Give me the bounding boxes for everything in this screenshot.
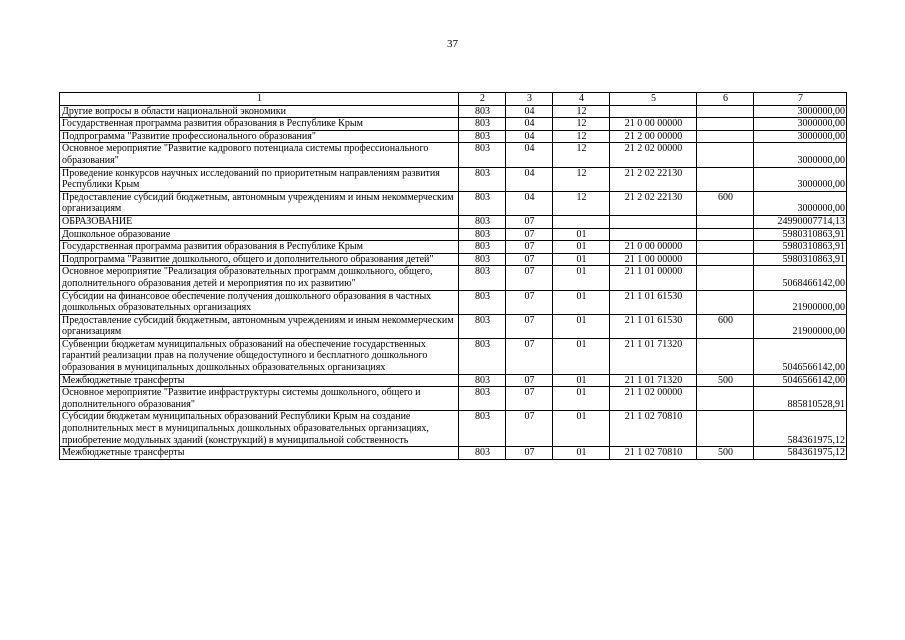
row-code-2: 803 — [459, 290, 506, 314]
table-row — [60, 338, 847, 374]
row-name: Основное мероприятие "Реализация образовательных программ дошкольного, общего, дополнительного образования детей и мероприятия по их развитию" — [60, 266, 459, 290]
row-code-5: 21 0 00 00000 — [610, 118, 697, 131]
row-name: Другие вопросы в области национальной экономики — [60, 105, 459, 118]
table-header-row — [60, 93, 847, 106]
row-code-5: 21 2 00 00000 — [610, 130, 697, 143]
row-code-6 — [697, 290, 754, 314]
row-code-4: 01 — [553, 411, 610, 447]
table-row — [60, 167, 847, 191]
row-code-6 — [697, 228, 754, 241]
table-row — [60, 191, 847, 215]
row-amount: 24990007714,13 — [754, 215, 847, 228]
row-name: Проведение конкурсов научных исследований по приоритетным направлениям развития Республики Крым — [60, 167, 459, 191]
row-code-2: 803 — [459, 143, 506, 167]
row-code-3: 07 — [506, 253, 553, 266]
row-code-6: 500 — [697, 447, 754, 460]
row-code-5: 21 2 02 22130 — [610, 191, 697, 215]
row-code-2: 803 — [459, 253, 506, 266]
row-code-2: 803 — [459, 241, 506, 254]
row-code-6 — [697, 266, 754, 290]
row-code-6 — [697, 338, 754, 374]
row-code-2: 803 — [459, 118, 506, 131]
table-row — [60, 387, 847, 411]
table-row — [60, 215, 847, 228]
row-code-5: 21 1 01 00000 — [610, 266, 697, 290]
row-code-5: 21 0 00 00000 — [610, 241, 697, 254]
row-code-3: 07 — [506, 266, 553, 290]
row-code-4: 01 — [553, 338, 610, 374]
row-code-2: 803 — [459, 191, 506, 215]
row-amount: 3000000,00 — [754, 167, 847, 191]
row-code-5: 21 1 02 70810 — [610, 411, 697, 447]
row-name: Субвенции бюджетам муниципальных образований на обеспечение государственных гарантий реализации прав на получение общедоступного и бесплатного дошкольного образования в муниципальных дошкольных образовательных организациях — [60, 338, 459, 374]
row-code-2: 803 — [459, 228, 506, 241]
row-amount: 3000000,00 — [754, 105, 847, 118]
row-code-6 — [697, 167, 754, 191]
row-amount: 3000000,00 — [754, 130, 847, 143]
row-code-4: 01 — [553, 387, 610, 411]
row-amount: 5046566142,00 — [754, 338, 847, 374]
row-code-3: 07 — [506, 447, 553, 460]
row-code-3: 04 — [506, 105, 553, 118]
row-code-2: 803 — [459, 167, 506, 191]
table-row — [60, 241, 847, 254]
table-row — [60, 105, 847, 118]
row-code-4: 12 — [553, 143, 610, 167]
column-header: 4 — [553, 93, 610, 106]
row-amount: 3000000,00 — [754, 143, 847, 167]
row-code-5: 21 1 00 00000 — [610, 253, 697, 266]
row-code-2: 803 — [459, 105, 506, 118]
row-code-5 — [610, 105, 697, 118]
row-code-4: 12 — [553, 130, 610, 143]
page-number: 37 — [447, 38, 458, 50]
row-code-4: 01 — [553, 314, 610, 338]
table-body — [60, 93, 847, 460]
row-amount: 21900000,00 — [754, 290, 847, 314]
row-name: Подпрограмма "Развитие дошкольного, общего и дополнительного образования детей" — [60, 253, 459, 266]
row-code-6 — [697, 130, 754, 143]
row-code-6: 500 — [697, 374, 754, 387]
row-code-5: 21 2 02 00000 — [610, 143, 697, 167]
row-name: Межбюджетные трансферты — [60, 447, 459, 460]
row-code-2: 803 — [459, 266, 506, 290]
row-name: ОБРАЗОВАНИЕ — [60, 215, 459, 228]
budget-table — [59, 92, 847, 460]
row-code-6 — [697, 118, 754, 131]
row-code-3: 07 — [506, 290, 553, 314]
row-amount: 5980310863,91 — [754, 241, 847, 254]
column-header: 3 — [506, 93, 553, 106]
row-code-5 — [610, 228, 697, 241]
column-header: 5 — [610, 93, 697, 106]
row-code-5: 21 1 01 71320 — [610, 338, 697, 374]
row-code-4: 01 — [553, 374, 610, 387]
row-code-6: 600 — [697, 314, 754, 338]
row-amount: 5046566142,00 — [754, 374, 847, 387]
row-amount: 5980310863,91 — [754, 228, 847, 241]
row-code-3: 04 — [506, 167, 553, 191]
row-code-2: 803 — [459, 374, 506, 387]
table-row — [60, 411, 847, 447]
row-name: Субсидии на финансовое обеспечение получения дошкольного образования в частных дошкольных образовательных организациях — [60, 290, 459, 314]
row-code-5 — [610, 215, 697, 228]
row-name: Субсидии бюджетам муниципальных образований Республики Крым на создание дополнительных мест в муниципальных дошкольных образовательных организациях, приобретение модульных зданий (конструкций) в муниципальной собственность — [60, 411, 459, 447]
table-row — [60, 290, 847, 314]
row-code-2: 803 — [459, 215, 506, 228]
row-name: Государственная программа развития образования в Республике Крым — [60, 118, 459, 131]
row-code-6 — [697, 253, 754, 266]
row-code-3: 04 — [506, 191, 553, 215]
row-code-2: 803 — [459, 387, 506, 411]
row-code-3: 04 — [506, 143, 553, 167]
row-code-4: 12 — [553, 118, 610, 131]
row-code-3: 07 — [506, 314, 553, 338]
row-code-5: 21 2 02 22130 — [610, 167, 697, 191]
row-code-3: 04 — [506, 130, 553, 143]
row-name: Дошкольное образование — [60, 228, 459, 241]
table-row — [60, 253, 847, 266]
row-code-4: 12 — [553, 167, 610, 191]
row-name: Основное мероприятие "Развитие инфраструктуры системы дошкольного, общего и дополнительного образования" — [60, 387, 459, 411]
column-header: 2 — [459, 93, 506, 106]
row-name: Предоставление субсидий бюджетным, автономным учреждениям и иным некоммерческим организациям — [60, 314, 459, 338]
row-code-6 — [697, 105, 754, 118]
row-code-3: 07 — [506, 241, 553, 254]
row-code-4: 12 — [553, 191, 610, 215]
row-amount: 3000000,00 — [754, 191, 847, 215]
row-code-3: 07 — [506, 215, 553, 228]
table-row — [60, 266, 847, 290]
row-code-3: 07 — [506, 411, 553, 447]
row-code-5: 21 1 01 71320 — [610, 374, 697, 387]
row-code-6 — [697, 387, 754, 411]
row-amount: 3000000,00 — [754, 118, 847, 131]
table-row — [60, 314, 847, 338]
row-amount: 5980310863,91 — [754, 253, 847, 266]
table-row — [60, 130, 847, 143]
row-name: Межбюджетные трансферты — [60, 374, 459, 387]
row-code-5: 21 1 01 61530 — [610, 314, 697, 338]
row-name: Государственная программа развития образования в Республике Крым — [60, 241, 459, 254]
row-code-3: 07 — [506, 228, 553, 241]
row-code-2: 803 — [459, 447, 506, 460]
row-code-5: 21 1 02 00000 — [610, 387, 697, 411]
row-code-4: 01 — [553, 266, 610, 290]
row-name: Предоставление субсидий бюджетным, автономным учреждениям и иным некоммерческим организациям — [60, 191, 459, 215]
row-name: Подпрограмма "Развитие профессионального образования" — [60, 130, 459, 143]
table-row — [60, 118, 847, 131]
row-code-5: 21 1 02 70810 — [610, 447, 697, 460]
row-code-2: 803 — [459, 411, 506, 447]
row-code-2: 803 — [459, 338, 506, 374]
row-code-4 — [553, 215, 610, 228]
row-code-4: 01 — [553, 228, 610, 241]
row-code-6 — [697, 411, 754, 447]
row-amount: 885810528,91 — [754, 387, 847, 411]
row-amount: 584361975,12 — [754, 411, 847, 447]
row-code-4: 01 — [553, 447, 610, 460]
row-code-4: 01 — [553, 253, 610, 266]
row-code-3: 07 — [506, 374, 553, 387]
row-amount: 5068466142,00 — [754, 266, 847, 290]
column-header: 6 — [697, 93, 754, 106]
column-header: 7 — [754, 93, 847, 106]
column-header: 1 — [60, 93, 459, 106]
row-amount: 21900000,00 — [754, 314, 847, 338]
row-code-6: 600 — [697, 191, 754, 215]
row-code-4: 12 — [553, 105, 610, 118]
row-code-6 — [697, 143, 754, 167]
row-code-3: 07 — [506, 387, 553, 411]
row-code-4: 01 — [553, 290, 610, 314]
row-code-4: 01 — [553, 241, 610, 254]
table-row — [60, 228, 847, 241]
row-name: Основное мероприятие "Развитие кадрового потенциала системы профессионального образования" — [60, 143, 459, 167]
row-code-2: 803 — [459, 314, 506, 338]
table-row — [60, 143, 847, 167]
row-code-6 — [697, 241, 754, 254]
table-row — [60, 374, 847, 387]
row-code-2: 803 — [459, 130, 506, 143]
row-code-6 — [697, 215, 754, 228]
row-code-3: 04 — [506, 118, 553, 131]
row-code-3: 07 — [506, 338, 553, 374]
row-amount: 584361975,12 — [754, 447, 847, 460]
table-row — [60, 447, 847, 460]
row-code-5: 21 1 01 61530 — [610, 290, 697, 314]
